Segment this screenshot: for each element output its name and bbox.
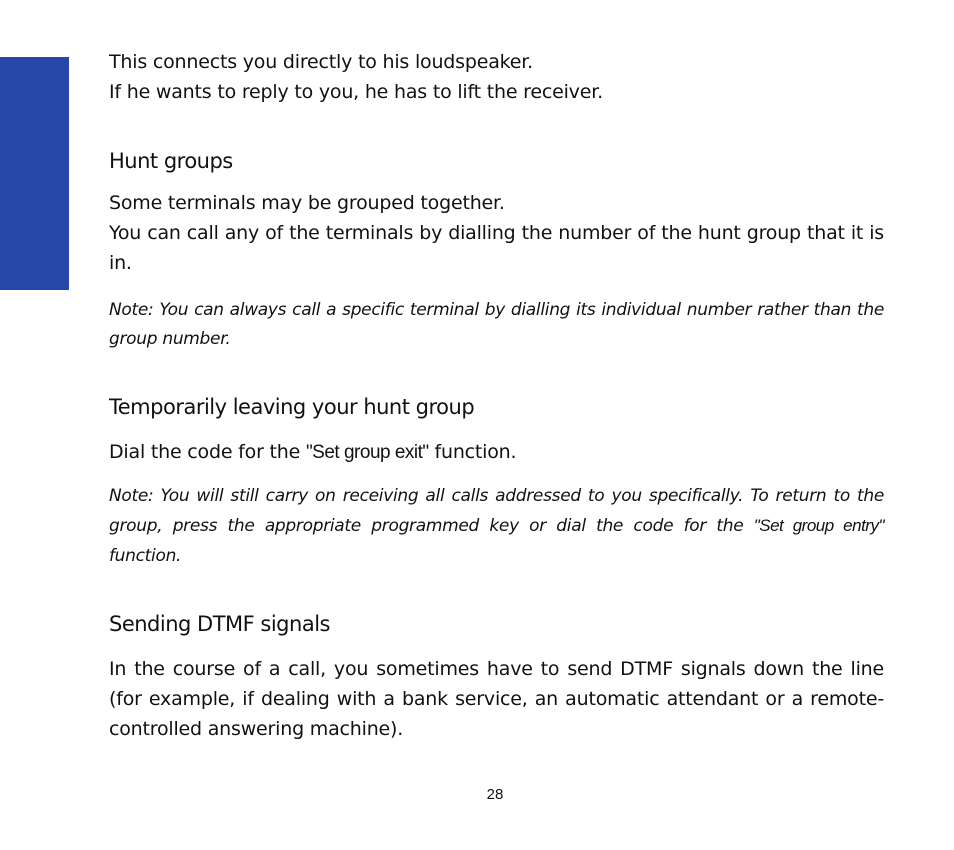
- leaving-note-after: function.: [109, 546, 182, 566]
- leaving-note-before: Note: You will still carry on receiving all calls addressed to you specifically. To return to the group, press the appropriate programmed key or dial the code for the: [109, 486, 884, 536]
- set-group-exit-function: "Set group exit": [305, 442, 429, 463]
- intro-line-1: This connects you directly to his loudspeaker.: [109, 51, 533, 73]
- leaving-heading: Temporarily leaving your hunt group: [109, 395, 475, 419]
- leaving-para-before: Dial the code for the: [109, 441, 306, 463]
- dtmf-heading: Sending DTMF signals: [109, 612, 330, 636]
- hunt-groups-para-2: You can call any of the terminals by dialling the number of the hunt group that it is in.: [109, 222, 884, 274]
- leaving-para: [109, 437, 884, 468]
- set-group-entry-function: "Set group entry": [753, 516, 884, 535]
- page-content: [109, 47, 884, 744]
- hunt-groups-note: Note: You can always call a specific terminal by dialling its individual number rather than the group number.: [109, 300, 884, 349]
- hunt-groups-heading: Hunt groups: [109, 149, 233, 173]
- dtmf-para: In the course of a call, you sometimes have to send DTMF signals down the line (for example, if dealing with a bank service, an automatic attendant or a remote-controlled answering machine).: [109, 658, 884, 740]
- leaving-para-after: function.: [428, 441, 517, 463]
- intro-line-2: If he wants to reply to you, he has to lift the receiver.: [109, 81, 603, 103]
- hunt-groups-para-1: Some terminals may be grouped together.: [109, 192, 505, 214]
- chapter-side-tab: [0, 57, 69, 290]
- leaving-note: [109, 481, 884, 571]
- page-number: 28: [486, 786, 504, 803]
